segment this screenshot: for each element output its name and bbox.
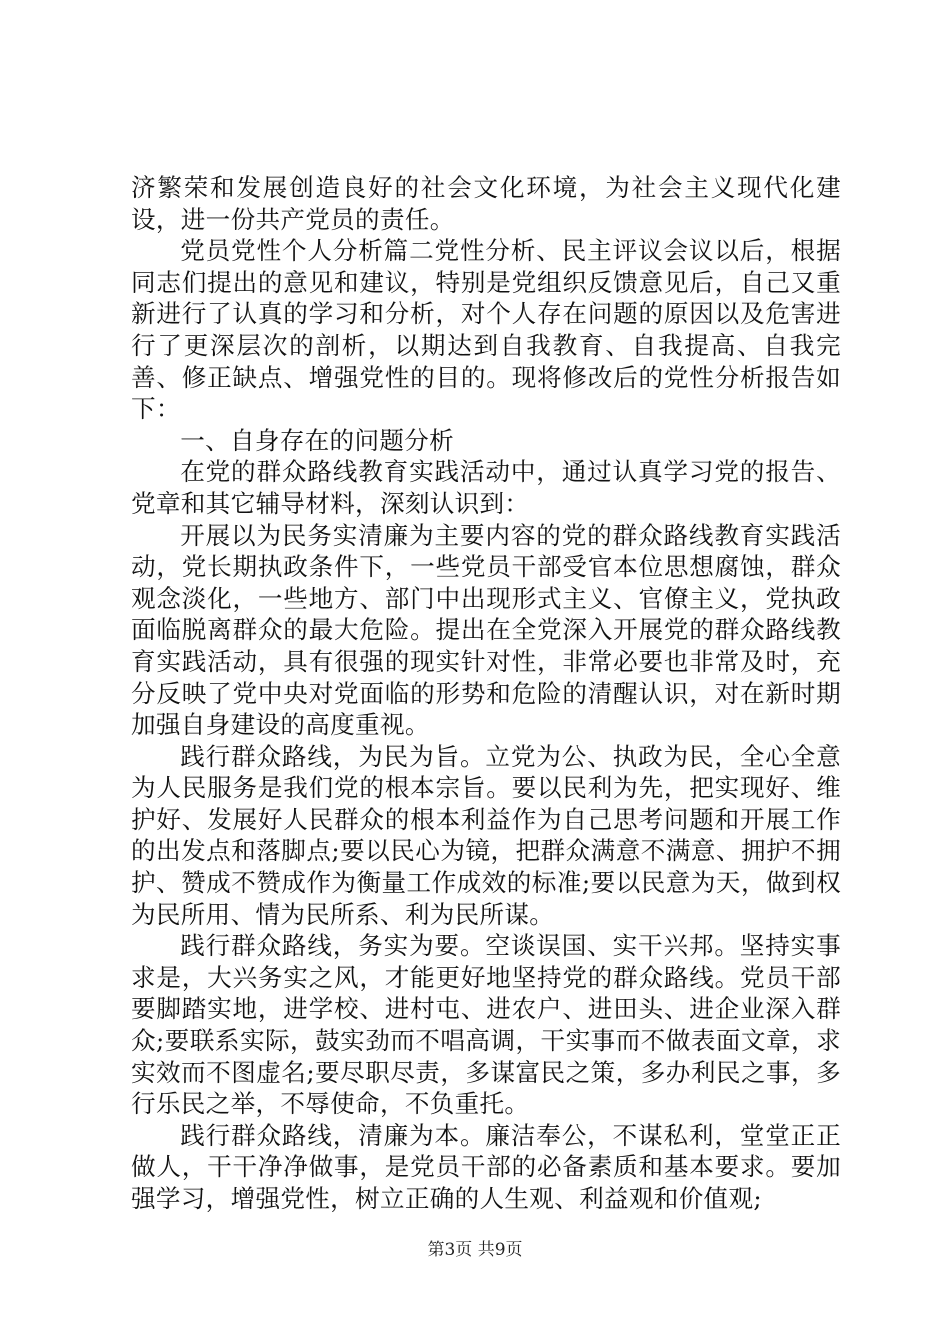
paragraph: 在党的群众路线教育实践活动中，通过认真学习党的报告、党章和其它辅导材料，深刻认识到： <box>131 457 841 518</box>
document-body <box>131 172 841 1215</box>
section-heading: 一、自身存在的问题分析 <box>180 425 455 455</box>
paragraph-intro: 党员党性个人分析篇二党性分析、民主评议会议以后，根据同志们提出的意见和建议，特别是党组织反馈意见后，自己又重新进行了认真的学习和分析，对个人存在问题的原因以及危害进行了更深层次的剖析，以期达到自我教育、自我提高、自我完善、修正缺点、增强党性的目的。现将修改后的党性分析报告如下： <box>131 236 841 424</box>
paragraph: 践行群众路线，清廉为本。廉洁奉公，不谋私利，堂堂正正做人，干干净净做事，是党员干部的必备素质和基本要求。要加强学习，增强党性，树立正确的人生观、利益观和价值观; <box>131 1120 841 1213</box>
paragraph-continuation: 济繁荣和发展创造良好的社会文化环境，为社会主义现代化建设，进一份共产党员的责任。 <box>131 173 841 234</box>
paragraph: 践行群众路线，务实为要。空谈误国、实干兴邦。坚持实事求是，大兴务实之风，才能更好地坚持党的群众路线。党员干部要脚踏实地，进学校、进村屯、进农户、进田头、进企业深入群众;要联系实际，鼓实劲而不唱高调，干实事而不做表面文章，求实效而不图虚名;要尽职尽责，多谋富民之策，多办利民之事，多行乐民之举，不辱使命，不负重托。 <box>131 931 841 1119</box>
page-number-footer: 第3页 共9页 <box>427 1240 523 1260</box>
paragraph: 开展以为民务实清廉为主要内容的党的群众路线教育实践活动，党长期执政条件下，一些党员干部受官本位思想腐蚀，群众观念淡化，一些地方、部门中出现形式主义、官僚主义，党执政面临脱离群众的最大危险。提出在全党深入开展党的群众路线教育实践活动，具有很强的现实针对性，非常必要也非常及时，充分反映了党中央对党面临的形势和危险的清醒认识，对在新时期加强自身建设的高度重视。 <box>131 520 841 740</box>
paragraph: 践行群众路线，为民为旨。立党为公、执政为民，全心全意为人民服务是我们党的根本宗旨。要以民利为先，把实现好、维护好、发展好人民群众的根本利益作为自己思考问题和开展工作的出发点和落脚点;要以民心为镜，把群众满意不满意、拥护不拥护、赞成不赞成作为衡量工作成效的标准;要以民意为天，做到权为民所用、情为民所系、利为民所谋。 <box>131 741 841 929</box>
